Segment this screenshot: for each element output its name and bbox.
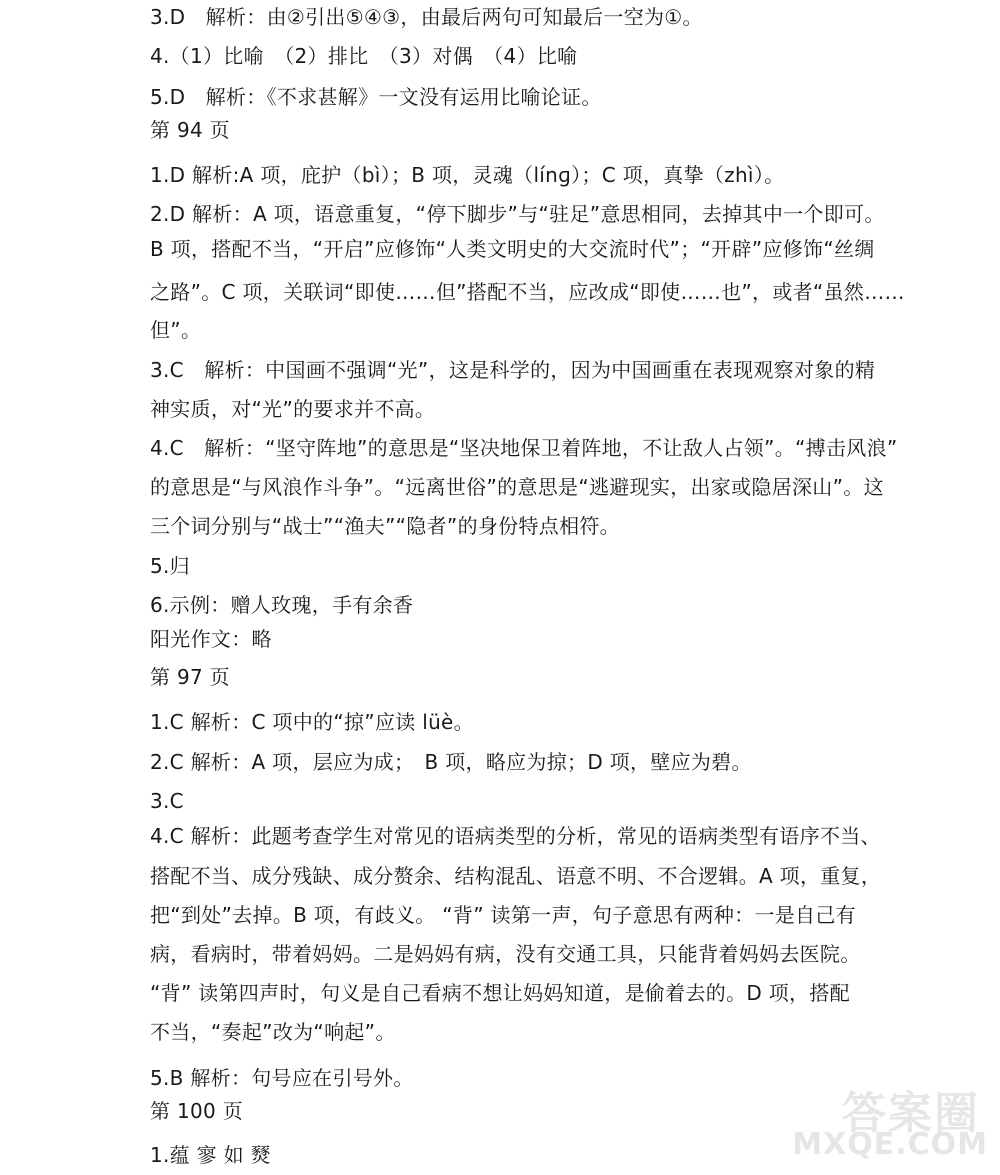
answer-line: 把“到处”去掉。B 项，有歧义。 “背” 读第一声，句子意思有两种：一是自己有 (150, 903, 856, 927)
answer-line: 5.归 (150, 554, 190, 578)
answer-line: 6.示例：赠人玫瑰，手有余香 (150, 593, 414, 617)
answer-line: 4.（1）比喻 （2）排比 （3）对偶 （4）比喻 (150, 44, 578, 68)
answer-line: 1.蕴 寥 如 燹 (150, 1143, 271, 1167)
answer-line: 4.C 解析：“坚守阵地”的意思是“坚决地保卫着阵地，不让敌人占领”。“搏击风浪” (150, 436, 898, 460)
answer-line: B 项，搭配不当，“开启”应修饰“人类文明史的大交流时代”；“开辟”应修饰“丝绸 (150, 237, 875, 261)
watermark-title: 答案圈 (842, 1088, 980, 1139)
page-heading: 第 100 页 (150, 1099, 243, 1123)
answer-line: 1.D 解析:A 项，庇护（bì）；B 项，灵魂（línɡ）；C 项，真挚（zhì）。 (150, 163, 785, 187)
answer-line: 4.C 解析：此题考查学生对常见的语病类型的分析，常见的语病类型有语序不当、 (150, 824, 881, 848)
page-heading: 第 97 页 (150, 665, 230, 689)
answer-line: 5.D 解析：《不求甚解》一文没有运用比喻论证。 (150, 85, 602, 109)
answer-line: 2.C 解析：A 项，层应为成； B 项，略应为掠；D 项，壁应为碧。 (150, 750, 752, 774)
answer-line: 2.D 解析：A 项，语意重复，“停下脚步”与“驻足”意思相同，去掉其中一个即可。 (150, 202, 885, 226)
answer-line: 搭配不当、成分残缺、成分赘余、结构混乱、语意不明、不合逻辑。A 项，重复， (150, 864, 882, 888)
answer-line: 1.C 解析：C 项中的“掠”应读 lüè。 (150, 710, 474, 734)
answer-line: 3.C 解析：中国画不强调“光”，这是科学的，因为中国画重在表现观察对象的精 (150, 358, 876, 382)
answer-line: 不当，“奏起”改为“响起”。 (150, 1020, 396, 1044)
site-watermark (792, 1075, 994, 1171)
answer-line: 之路”。C 项，关联词“即使……但”搭配不当，应改成“即使……也”，或者“虽然…… (150, 280, 905, 304)
answer-line: 3.D 解析：由②引出⑤④③，由最后两句可知最后一空为①。 (150, 5, 703, 29)
answer-line: 但”。 (150, 318, 202, 342)
page-heading: 第 94 页 (150, 118, 230, 142)
answer-line: 三个词分别与“战士”“渔夫”“隐者”的身份特点相符。 (150, 514, 620, 538)
answer-line: 病，看病时，带着妈妈。二是妈妈有病，没有交通工具，只能背着妈妈去医院。 (150, 942, 861, 966)
answer-line: 神实质，对“光”的要求并不高。 (150, 397, 436, 421)
answer-line: 3.C (150, 789, 184, 813)
answer-line: 的意思是“与风浪作斗争”。“远离世俗”的意思是“逃避现实，出家或隐居深山”。这 (150, 475, 884, 499)
watermark-url: MXQE.COM (792, 1127, 988, 1162)
answer-line: 5.B 解析：句号应在引号外。 (150, 1066, 414, 1090)
answer-line: “背” 读第四声时，句义是自己看病不想让妈妈知道，是偷着去的。D 项，搭配 (150, 981, 850, 1005)
answer-line: 阳光作文：略 (150, 627, 272, 651)
